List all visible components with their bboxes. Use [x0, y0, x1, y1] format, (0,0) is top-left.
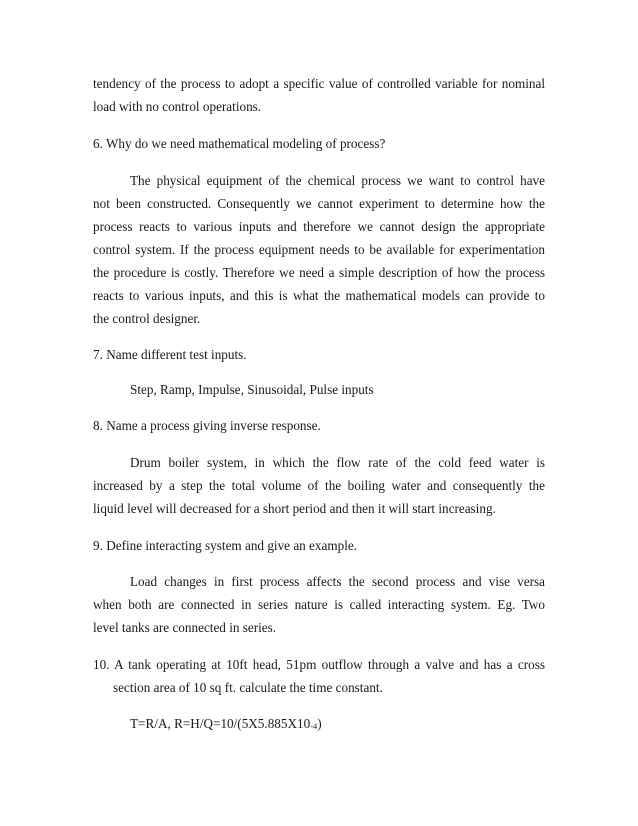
- answer-6-line: The physical equipment of the chemical process we want to control have: [130, 173, 545, 188]
- formula-exponent: -4: [310, 721, 318, 731]
- text-line: tendency of the process to adopt a specific value of controlled variable for nominal: [93, 76, 545, 91]
- answer-9-line: when both are connected in series nature is called interacting system. Eg. Two: [93, 597, 545, 612]
- answer-6-line: reacts to various inputs, and this is what the mathematical models can provide to: [93, 288, 545, 303]
- answer-8-line: Drum boiler system, in which the flow rate of the cold feed water is: [130, 455, 545, 470]
- answer-6-line: the procedure is costly. Therefore we need a simple description of how the process: [93, 265, 545, 280]
- answer-9-line: level tanks are connected in series.: [93, 620, 277, 635]
- answer-6-line: process reacts to various inputs and therefore we cannot design the appropriate: [93, 219, 545, 234]
- formula-close: ): [317, 716, 322, 731]
- question-6: 6. Why do we need mathematical modeling of process?: [93, 136, 386, 151]
- question-10: 10. A tank operating at 10ft head, 51pm outflow through a valve and has a cross: [93, 657, 545, 672]
- question-8: 8. Name a process giving inverse response.: [93, 418, 321, 433]
- formula-text: T=R/A, R=H/Q=10/(5X5.885X10: [130, 716, 311, 731]
- question-10-continued: section area of 10 sq ft. calculate the time constant.: [113, 680, 383, 695]
- answer-6-line: not been constructed. Consequently we cannot experiment to determine how the: [93, 196, 545, 211]
- question-7: 7. Name different test inputs.: [93, 347, 247, 362]
- answer-9-line: Load changes in first process affects the second process and vise versa: [130, 574, 545, 589]
- answer-8-line: increased by a step the total volume of the boiling water and consequently the: [93, 478, 545, 493]
- answer-8-line: liquid level will decreased for a short period and then it will start increasing.: [93, 501, 496, 516]
- answer-6-line: the control designer.: [93, 311, 201, 326]
- answer-6-line: control system. If the process equipment needs to be available for experimentation: [93, 242, 545, 257]
- answer-10-formula: [130, 716, 322, 734]
- text-line: load with no control operations.: [93, 99, 262, 114]
- answer-7-line: Step, Ramp, Impulse, Sinusoidal, Pulse inputs: [130, 382, 374, 397]
- question-9: 9. Define interacting system and give an example.: [93, 538, 358, 553]
